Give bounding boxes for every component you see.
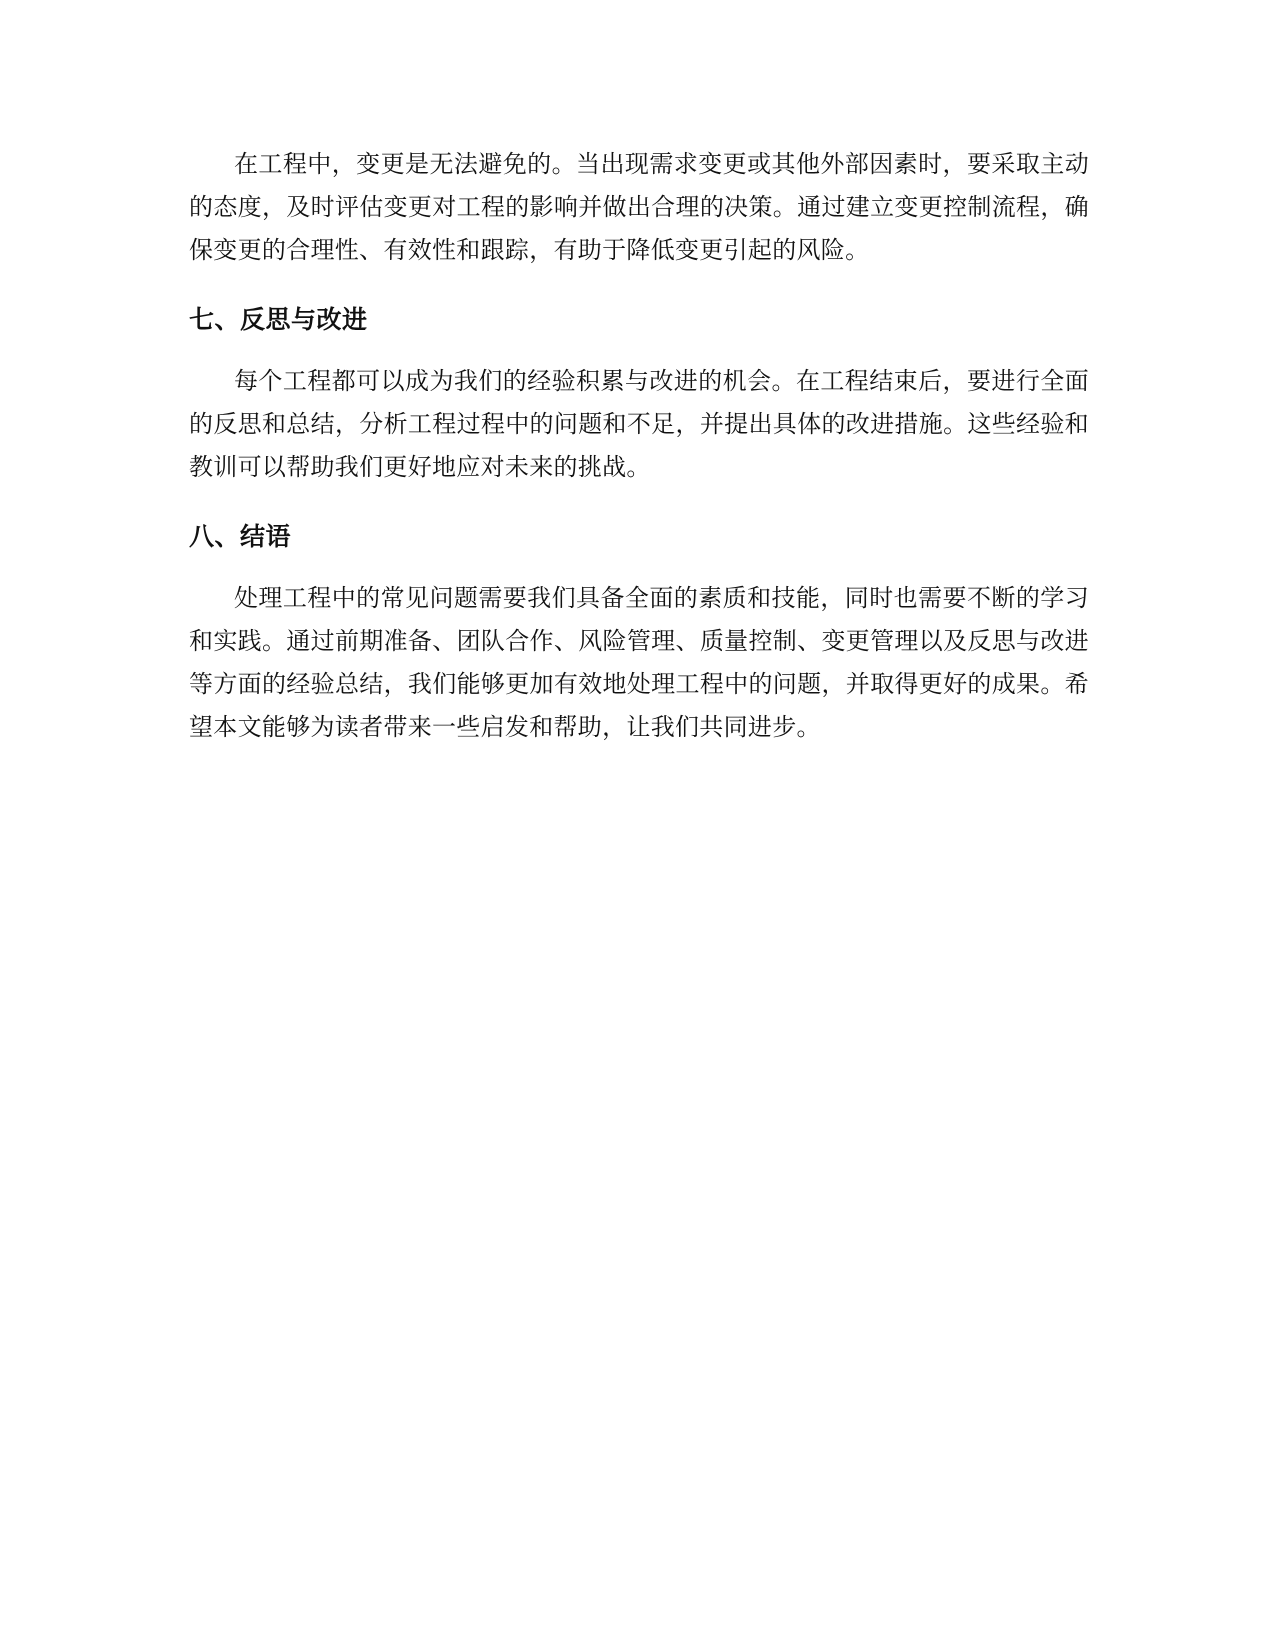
paragraph-reflection: 每个工程都可以成为我们的经验积累与改进的机会。在工程结束后，要进行全面的反思和总结，分析工程过程中的问题和不足，并提出具体的改进措施。这些经验和教训可以帮助我们更好地应对未来的挑战。: [189, 367, 1089, 481]
document-body: [189, 143, 1089, 749]
section-heading-conclusion: 八、结语: [189, 522, 292, 551]
paragraph-change-management: 在工程中，变更是无法避免的。当出现需求变更或其他外部因素时，要采取主动的态度，及时评估变更对工程的影响并做出合理的决策。通过建立变更控制流程，确保变更的合理性、有效性和跟踪，有助于降低变更引起的风险。: [189, 150, 1089, 264]
section-heading-reflection: 七、反思与改进: [189, 305, 368, 334]
paragraph-conclusion: 处理工程中的常见问题需要我们具备全面的素质和技能，同时也需要不断的学习和实践。通过前期准备、团队合作、风险管理、质量控制、变更管理以及反思与改进等方面的经验总结，我们能够更加有效地处理工程中的问题，并取得更好的成果。希望本文能够为读者带来一些启发和帮助，让我们共同进步。: [189, 584, 1089, 741]
